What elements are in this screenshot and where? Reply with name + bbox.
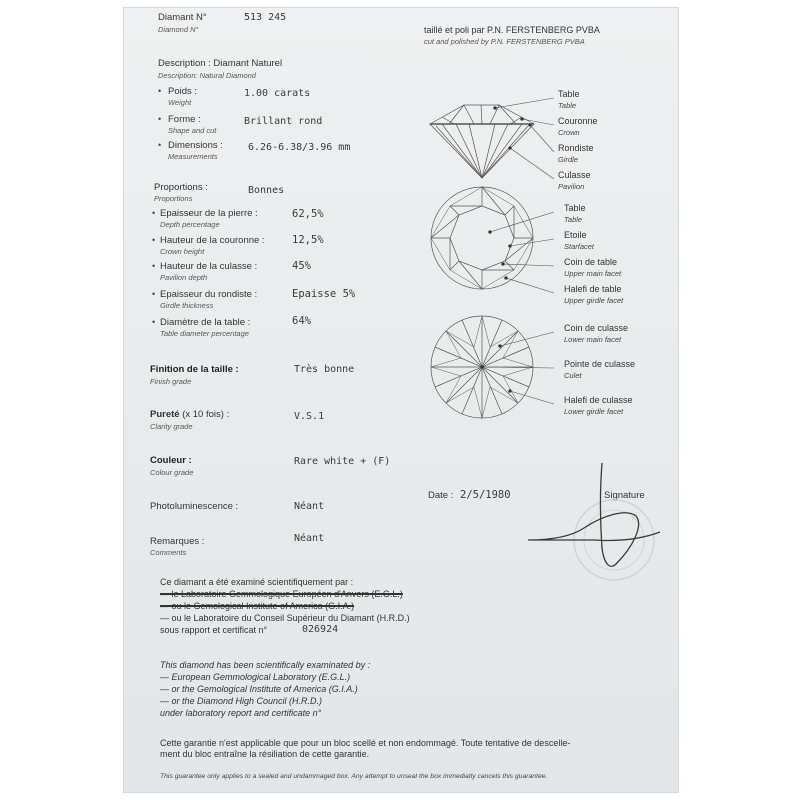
remarks-label-en: Comments xyxy=(150,548,187,557)
side-table-label: Table xyxy=(558,89,580,99)
shape-label-en: Shape and cut xyxy=(168,126,217,135)
crown-label-en: Crown height xyxy=(160,247,205,256)
girdle-label: Epaisseur du rondiste : xyxy=(160,289,258,300)
bullet-icon: • xyxy=(152,208,156,218)
bottom-culet-label: Pointe de culasse xyxy=(564,359,636,369)
depth-value: 62,5% xyxy=(292,208,324,220)
top-star-label-en: Starfacet xyxy=(564,242,595,251)
diamond-number-label: Diamant N° xyxy=(158,12,207,23)
examined-en-lab2: — or the Gemological Institute of America (G.I.A.) xyxy=(160,684,358,694)
certificate-paper xyxy=(124,8,678,792)
examined-fr-lab2: — ou le Gemological Institute of America (G.I.A.) xyxy=(160,601,355,611)
colour-value: Rare white + (F) xyxy=(294,456,391,467)
examined-en-lab3: — or the Diamond High Council (H.R.D.) xyxy=(160,696,323,706)
bottom-lower-main-label: Coin de culasse xyxy=(564,323,629,333)
diamond-number-label-en: Diamond N° xyxy=(158,25,199,34)
clarity-label-suffix: (x 10 fois) : xyxy=(182,409,230,420)
guarantee-en: This guarantee only applies to a sealed and undammaged box. Any attempt to unseal the box immediatly cancels this guarantee. xyxy=(160,773,548,780)
clarity-value: V.S.1 xyxy=(294,411,325,422)
signature-label: Signature xyxy=(604,490,645,501)
remarks-label: Remarques : xyxy=(150,536,205,547)
crown-value: 12,5% xyxy=(292,234,324,246)
guarantee-fr-line1: Cette garantie n'est applicable que pour un bloc scellé et non endommagé. Toute tentative de descelle- xyxy=(160,738,571,748)
side-girdle-label: Rondiste xyxy=(558,143,594,153)
top-table-label-en: Table xyxy=(564,215,583,224)
bullet-icon: • xyxy=(152,261,156,271)
weight-label: Poids : xyxy=(168,86,198,97)
dimensions-value: 6.26-6.38/3.96 mm xyxy=(248,142,351,153)
examined-en-report: under laboratory report and certificate n° xyxy=(160,708,322,718)
proportions-value: Bonnes xyxy=(248,185,285,196)
date-value: 2/5/1980 xyxy=(460,489,511,501)
examined-en-intro: This diamond has been scientifically examinated by : xyxy=(160,660,371,670)
clarity-label-en: Clarity grade xyxy=(150,422,193,431)
top-upper-main-label-en: Upper main facet xyxy=(564,269,622,278)
girdle-value: Epaisse 5% xyxy=(292,288,356,300)
bullet-icon: • xyxy=(158,114,162,124)
examined-fr-lab1: — le Laboratoire Gemmologique Européen d'Anvers (E.G.L.) xyxy=(160,589,403,599)
colour-label-en: Colour grade xyxy=(150,468,194,477)
top-upper-main-label: Coin de table xyxy=(564,257,618,267)
cutter-en: cut and polished by P.N. FERSTENBERG PVBA xyxy=(424,37,585,46)
diamond-top-view xyxy=(431,187,533,289)
girdle-label-en: Girdle thickness xyxy=(160,301,214,310)
top-table-label: Table xyxy=(564,203,586,213)
finish-label: Finition de la taille : xyxy=(150,364,239,375)
side-pavilion-label-en: Pavilion xyxy=(558,182,585,191)
shape-value: Brillant rond xyxy=(244,116,323,127)
bullet-icon: • xyxy=(152,235,156,245)
shape-label: Forme : xyxy=(168,114,201,125)
bullet-icon: • xyxy=(152,317,156,327)
table-label: Diamètre de la table : xyxy=(160,317,251,328)
depth-label-en: Depth percentage xyxy=(160,220,220,229)
date-label: Date : xyxy=(428,490,454,501)
bottom-lower-main-label-en: Lower main facet xyxy=(564,335,622,344)
top-upper-girdle-label: Halefi de table xyxy=(564,284,622,294)
top-upper-girdle-label-en: Upper girdle facet xyxy=(564,296,624,305)
description-label: Description : Diamant Naturel xyxy=(158,58,283,69)
examined-fr-report-label: sous rapport et certificat n° xyxy=(160,625,268,635)
side-crown-label-en: Crown xyxy=(558,128,580,137)
crown-label: Hauteur de la couronne : xyxy=(160,235,265,246)
pavilion-label-en: Pavilion depth xyxy=(160,273,208,282)
bottom-lower-girdle-label-en: Lower girdle facet xyxy=(564,407,624,416)
clarity-label: Pureté xyxy=(150,409,180,420)
examined-en-lab1: — European Gemmological Laboratory (E.G.L.) xyxy=(160,672,351,682)
finish-label-en: Finish grade xyxy=(150,377,192,386)
proportions-label-en: Proportions xyxy=(154,194,193,203)
examined-fr-intro: Ce diamant a été examiné scientifiquement par : xyxy=(160,577,354,587)
diamond-side-view xyxy=(430,105,534,178)
top-star-label: Etoile xyxy=(564,230,587,240)
side-girdle-label-en: Girdle xyxy=(558,155,579,164)
cutter-fr: taillé et poli par P.N. FERSTENBERG PVBA xyxy=(424,25,600,35)
side-pavilion-label: Culasse xyxy=(558,170,591,180)
handwritten-signature xyxy=(528,463,660,566)
report-number: 026924 xyxy=(302,624,339,635)
finish-value: Très bonne xyxy=(294,364,355,375)
table-value: 64% xyxy=(292,315,311,327)
bottom-culet-label-en: Culet xyxy=(564,371,582,380)
bullet-icon: • xyxy=(158,86,162,96)
guarantee-fr-line2: ment du bloc entraîne la résiliation de cette garantie. xyxy=(160,749,370,759)
side-table-label-en: Table xyxy=(558,101,577,110)
colour-label: Couleur : xyxy=(150,455,192,466)
bottom-lower-girdle-label: Halefi de culasse xyxy=(564,395,633,405)
depth-label: Epaisseur de la pierre : xyxy=(160,208,258,219)
side-crown-label: Couronne xyxy=(558,116,598,126)
table-label-en: Table diameter percentage xyxy=(160,329,249,338)
diamond-number-value: 513 245 xyxy=(244,12,287,23)
photoluminescence-label: Photoluminescence : xyxy=(150,501,239,512)
weight-value: 1.00 carats xyxy=(244,88,311,99)
dimensions-label: Dimensions : xyxy=(168,140,223,151)
proportions-label: Proportions : xyxy=(154,182,208,193)
pavilion-label: Hauteur de la culasse : xyxy=(160,261,258,272)
bullet-icon: • xyxy=(158,140,162,150)
weight-label-en: Weight xyxy=(168,98,192,107)
dimensions-label-en: Measurements xyxy=(168,152,218,161)
pavilion-value: 45% xyxy=(292,260,311,272)
photoluminescence-value: Néant xyxy=(294,501,325,512)
description-label-en: Description: Natural Diamond xyxy=(158,71,256,80)
examined-fr-lab3: — ou le Laboratoire du Conseil Supérieur du Diamant (H.R.D.) xyxy=(160,613,410,623)
remarks-value: Néant xyxy=(294,533,325,544)
bullet-icon: • xyxy=(152,289,156,299)
